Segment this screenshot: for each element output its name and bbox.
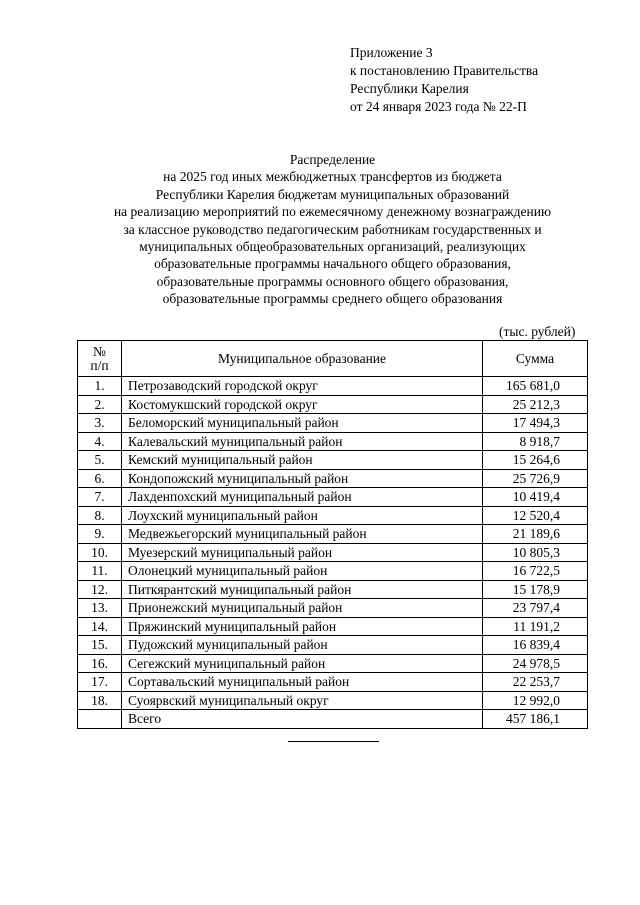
cell-sum: 21 189,6 [483,525,588,544]
cell-number: 12. [78,580,122,599]
heading-title: Распределение [289,152,376,167]
header-municipality: Муниципальное образование [122,341,483,377]
cell-number [78,710,122,729]
heading-line: образовательные программы начального общего образования, [154,256,511,272]
cell-municipality: Пряжинский муниципальный район [122,617,483,636]
table-row [78,506,588,525]
cell-sum: 15 264,6 [483,451,588,470]
cell-municipality: Кемский муниципальный район [122,451,483,470]
heading-line: на реализацию мероприятий по ежемесячному денежному вознаграждению [113,204,552,220]
table-row [78,395,588,414]
cell-number: 13. [78,599,122,618]
table-row [78,673,588,692]
cell-number: 6. [78,469,122,488]
table-row [78,599,588,618]
cell-number: 2. [78,395,122,414]
total-sum: 457 186,1 [483,710,588,729]
cell-municipality: Сортавальский муниципальный район [122,673,483,692]
cell-number: 4. [78,432,122,451]
units-label: (тыс. рублей) [499,324,576,339]
appendix-line: от 24 января 2023 года № 22-П [350,99,527,114]
heading-line: муниципальных общеобразовательных организаций, реализующих [139,239,526,255]
table-row [78,414,588,433]
cell-number: 8. [78,506,122,525]
cell-sum: 15 178,9 [483,580,588,599]
heading-line: образовательные программы среднего общего образования [162,291,503,307]
cell-number: 9. [78,525,122,544]
cell-sum: 10 805,3 [483,543,588,562]
cell-municipality: Суоярвский муниципальный округ [122,691,483,710]
cell-municipality: Лоухский муниципальный район [122,506,483,525]
cell-municipality: Петрозаводский городской округ [122,377,483,396]
table-row [78,691,588,710]
table-row [78,543,588,562]
cell-sum: 25 212,3 [483,395,588,414]
cell-sum: 16 722,5 [483,562,588,581]
cell-sum: 11 191,2 [483,617,588,636]
closing-rule [288,741,379,742]
cell-sum: 12 520,4 [483,506,588,525]
cell-municipality: Питкярантский муниципальный район [122,580,483,599]
cell-sum: 165 681,0 [483,377,588,396]
heading-line: за классное руководство педагогическим работникам государственных и [123,221,542,237]
cell-municipality: Беломорский муниципальный район [122,414,483,433]
table-row [78,432,588,451]
cell-municipality: Медвежьегорский муниципальный район [122,525,483,544]
distribution-table [77,340,588,729]
cell-number: 7. [78,488,122,507]
table-row [78,636,588,655]
table-body [78,377,588,729]
header-number-label: № п/п [90,343,109,373]
table-row [78,469,588,488]
cell-sum: 24 978,5 [483,654,588,673]
table-row [78,654,588,673]
cell-sum: 25 726,9 [483,469,588,488]
cell-municipality: Олонецкий муниципальный район [122,562,483,581]
cell-municipality: Кондопожский муниципальный район [122,469,483,488]
cell-municipality: Костомукшский городской округ [122,395,483,414]
cell-number: 16. [78,654,122,673]
cell-sum: 12 992,0 [483,691,588,710]
cell-sum: 23 797,4 [483,599,588,618]
cell-sum: 8 918,7 [483,432,588,451]
document-heading [40,151,625,308]
table-row [78,377,588,396]
cell-sum: 10 419,4 [483,488,588,507]
table-row [78,562,588,581]
table-row [78,617,588,636]
cell-sum: 17 494,3 [483,414,588,433]
cell-number: 5. [78,451,122,470]
table-row [78,525,588,544]
cell-municipality: Пудожский муниципальный район [122,636,483,655]
table-header-row [78,341,588,377]
cell-sum: 16 839,4 [483,636,588,655]
cell-number: 10. [78,543,122,562]
cell-number: 3. [78,414,122,433]
cell-municipality: Прионежский муниципальный район [122,599,483,618]
cell-number: 18. [78,691,122,710]
appendix-block [350,44,538,116]
cell-number: 14. [78,617,122,636]
cell-number: 1. [78,377,122,396]
cell-number: 17. [78,673,122,692]
appendix-line: Приложение 3 [350,45,433,60]
heading-line: образовательные программы основного общего образования, [156,273,509,289]
cell-municipality: Муезерский муниципальный район [122,543,483,562]
heading-line: Республики Карелия бюджетам муниципальных образований [155,186,510,202]
cell-municipality: Калевальский муниципальный район [122,432,483,451]
cell-sum: 22 253,7 [483,673,588,692]
cell-number: 11. [78,562,122,581]
total-label: Всего [122,710,483,729]
cell-municipality: Сегежский муниципальный район [122,654,483,673]
appendix-line: к постановлению Правительства [350,63,539,78]
table-row [78,580,588,599]
table-row [78,488,588,507]
appendix-line: Республики Карелия [350,81,469,96]
heading-line: на 2025 год иных межбюджетных трансфертов из бюджета [163,169,502,185]
table-row [78,451,588,470]
header-number [78,341,122,377]
cell-municipality: Лахденпохский муниципальный район [122,488,483,507]
cell-number: 15. [78,636,122,655]
total-row [78,710,588,729]
header-sum: Сумма [483,341,588,377]
